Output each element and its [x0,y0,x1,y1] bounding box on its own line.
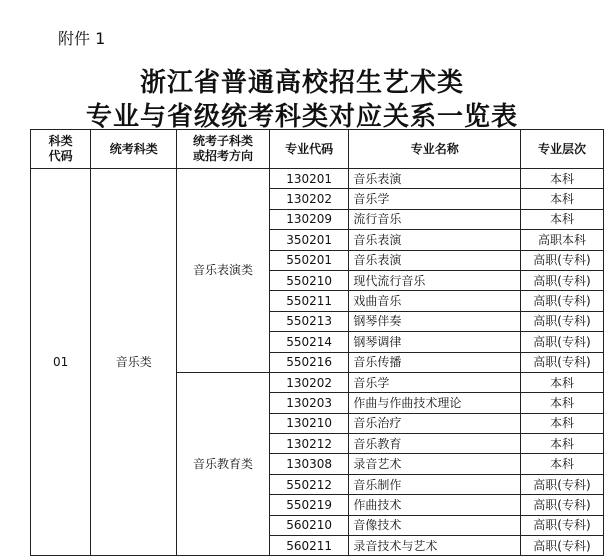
major-code-cell: 550201 [269,250,348,270]
major-name-cell: 音像技术 [349,515,521,535]
major-level-cell: 高职(专科) [520,311,603,331]
major-code-cell: 130203 [269,393,348,413]
major-name-cell: 音乐教育 [349,434,521,454]
major-level-cell: 高职(专科) [520,474,603,494]
major-code-cell: 550214 [269,332,348,352]
major-name-cell: 钢琴调律 [349,332,521,352]
sub-category-cell: 音乐表演类 [177,169,270,373]
major-level-cell: 高职(专科) [520,250,603,270]
major-code-cell: 550212 [269,474,348,494]
sub-category-cell: 音乐教育类 [177,372,270,556]
major-level-cell: 高职(专科) [520,352,603,372]
major-level-cell: 高职(专科) [520,515,603,535]
major-name-cell: 音乐学 [349,189,521,209]
major-code-cell: 130201 [269,169,348,189]
major-level-cell: 本科 [520,189,603,209]
major-level-cell: 高职(专科) [520,332,603,352]
major-name-cell: 录音艺术 [349,454,521,474]
major-name-cell: 音乐学 [349,372,521,392]
major-code-cell: 130209 [269,209,348,229]
major-name-cell: 录音技术与艺术 [349,536,521,556]
major-code-cell: 550211 [269,291,348,311]
major-code-cell: 130210 [269,413,348,433]
major-name-cell: 音乐传播 [349,352,521,372]
header-major-level: 专业层次 [520,130,603,169]
major-name-cell: 流行音乐 [349,209,521,229]
document-title-line-2: 专业与省级统考科类对应关系一览表 [85,102,518,132]
header-major-code: 专业代码 [269,130,348,169]
major-level-cell: 本科 [520,372,603,392]
major-level-cell: 本科 [520,434,603,454]
major-code-cell: 560211 [269,536,348,556]
major-level-cell: 本科 [520,393,603,413]
major-level-cell: 高职(专科) [520,291,603,311]
major-level-cell: 本科 [520,413,603,433]
major-level-cell: 本科 [520,169,603,189]
major-code-cell: 130308 [269,454,348,474]
major-name-cell: 钢琴伴奏 [349,311,521,331]
table-row [31,169,604,189]
major-code-cell: 550219 [269,495,348,515]
major-name-cell: 音乐表演 [349,169,521,189]
major-code-cell: 550213 [269,311,348,331]
major-code-cell: 560210 [269,515,348,535]
major-name-cell: 音乐表演 [349,250,521,270]
major-name-cell: 戏曲音乐 [349,291,521,311]
major-code-cell: 350201 [269,230,348,250]
major-level-cell: 本科 [520,454,603,474]
major-code-cell: 130202 [269,189,348,209]
exam-category-cell: 音乐类 [91,169,177,556]
major-name-cell: 作曲与作曲技术理论 [349,393,521,413]
major-level-cell: 高职(专科) [520,536,603,556]
major-code-cell: 550216 [269,352,348,372]
major-level-cell: 高职(专科) [520,495,603,515]
major-code-cell: 550210 [269,270,348,290]
table-header-row [31,130,604,169]
major-mapping-table [30,129,604,556]
major-name-cell: 作曲技术 [349,495,521,515]
major-code-cell: 130202 [269,372,348,392]
header-sub-category: 统考子科类 或招考方向 [177,130,270,169]
major-name-cell: 现代流行音乐 [349,270,521,290]
major-code-cell: 130212 [269,434,348,454]
major-name-cell: 音乐治疗 [349,413,521,433]
major-level-cell: 高职本科 [520,230,603,250]
document-title-line-1: 浙江省普通高校招生艺术类 [139,68,464,98]
major-level-cell: 高职(专科) [520,270,603,290]
header-major-name: 专业名称 [349,130,521,169]
attachment-label: 附件 1 [58,29,106,48]
header-category-code: 科类 代码 [31,130,91,169]
category-code-cell: 01 [31,169,91,556]
major-level-cell: 本科 [520,209,603,229]
major-name-cell: 音乐制作 [349,474,521,494]
major-name-cell: 音乐表演 [349,230,521,250]
header-exam-category: 统考科类 [91,130,177,169]
